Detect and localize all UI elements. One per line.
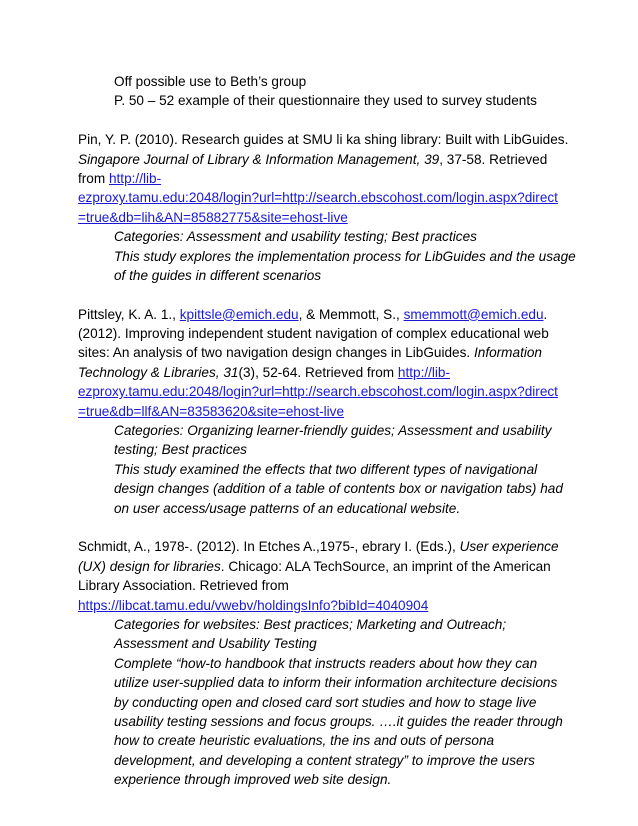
summary-line: by conducting open and closed card sort studies and how to stage live [114,694,537,710]
book-title: User experience [459,539,559,555]
summary-line: This study explores the implementation process for LibGuides and the usage [114,248,576,264]
citation-text: Pittsley, K. A. 1., [78,306,180,322]
categories-line: Assessment and Usability Testing [114,636,317,652]
summary-line: how to create heuristic evaluations, the ins and outs of persona [114,733,495,749]
citation-pittsley [78,305,594,518]
citation-schmidt [78,537,594,789]
citation-text: sites: An analysis of two navigation design changes in LibGuides. [78,345,474,361]
summary-line: utilize user-supplied data to inform their information architecture decisions [114,675,558,691]
citation-line [78,402,594,421]
email-link[interactable]: smemmott@emich.edu [403,306,544,322]
journal-title: Technology & Libraries, 31 [78,364,239,380]
journal-title: Singapore Journal of Library & Information Management, 39 [78,151,440,167]
retrieval-link[interactable]: ezproxy.tamu.edu:2048/login?url=http://search.ebscohost.com/login.aspx?direct [78,190,558,206]
retrieval-link[interactable]: =true&db=lih&AN=85882775&site=ehost-live [78,209,348,225]
citation-text: (3), 52-64. Retrieved from [238,364,398,380]
citation-line: Pin, Y. P. (2010). Research guides at SMU li ka shing library: Built with LibGuides. [78,132,569,148]
retrieval-link[interactable]: http://lib- [397,364,451,380]
retrieval-link[interactable]: ezproxy.tamu.edu:2048/login?url=http://search.ebscohost.com/login.aspx?direct [78,384,558,400]
categories-line: Categories for websites: Best practices; Marketing and Outreach; [114,616,507,632]
citation-line [78,537,594,556]
citation-line [78,305,594,324]
citation-text: from [78,170,109,186]
retrieval-link[interactable]: https://libcat.tamu.edu/vwebv/holdingsInfo?bibId=4040904 [78,597,429,613]
summary-line: experience through improved web site design. [114,772,392,788]
book-title: (UX) design for libraries [78,558,221,574]
citation-line [78,382,594,401]
summary-line: design changes (addition of a table of contents box or navigation tabs) had [114,481,563,497]
citation-line [78,557,594,576]
note-line: Off possible use to Beth’s group [114,74,307,89]
categories-line: Categories: Assessment and usability testing; Best practices [114,229,477,245]
citation-line: (2012). Improving independent student navigation of complex educational web [78,326,549,342]
categories-line: testing; Best practices [114,442,247,458]
citation-text: , 37-58. Retrieved [439,151,548,167]
citation-pin [78,130,594,285]
citation-line [78,188,594,207]
citation-line [78,343,594,362]
summary-line: This study examined the effects that two different types of navigational [114,461,538,477]
email-link[interactable]: kpittsle@emich.edu [179,306,299,322]
citation-line [78,208,594,227]
retrieval-link[interactable]: =true&db=llf&AN=83583620&site=ehost-live [78,403,345,419]
retrieval-link[interactable]: http://lib- [108,170,162,186]
citation-text: Schmidt, A., 1978-. (2012). In Etches A.,1975-, ebrary I. (Eds.), [78,539,460,555]
citation-line [78,596,594,615]
citation-text: , & Memmott, S., [298,306,404,322]
document-page [78,0,594,789]
summary-line: Complete “how-to handbook that instructs readers about how they can [114,655,538,671]
summary-line: development, and developing a content strategy” to improve the users [114,752,535,768]
summary-line: usability testing sessions and focus groups. ….it guides the reader through [114,713,563,729]
citation-line: Library Association. Retrieved from [78,578,289,594]
summary-line: of the guides in different scenarios [114,267,322,283]
note-line: P. 50 – 52 example of their questionnaire they used to survey students [114,93,537,109]
summary-line: on user access/usage patterns of an educational website. [114,500,461,516]
citation-line [78,150,594,169]
categories-line: Categories: Organizing learner-friendly guides; Assessment and usability [114,423,552,439]
journal-title: Information [473,345,542,361]
citation-line [78,169,594,188]
citation-line [78,363,594,382]
citation-text: . [543,306,548,322]
citation-text: . Chicago: ALA TechSource, an imprint of the American [220,558,551,574]
